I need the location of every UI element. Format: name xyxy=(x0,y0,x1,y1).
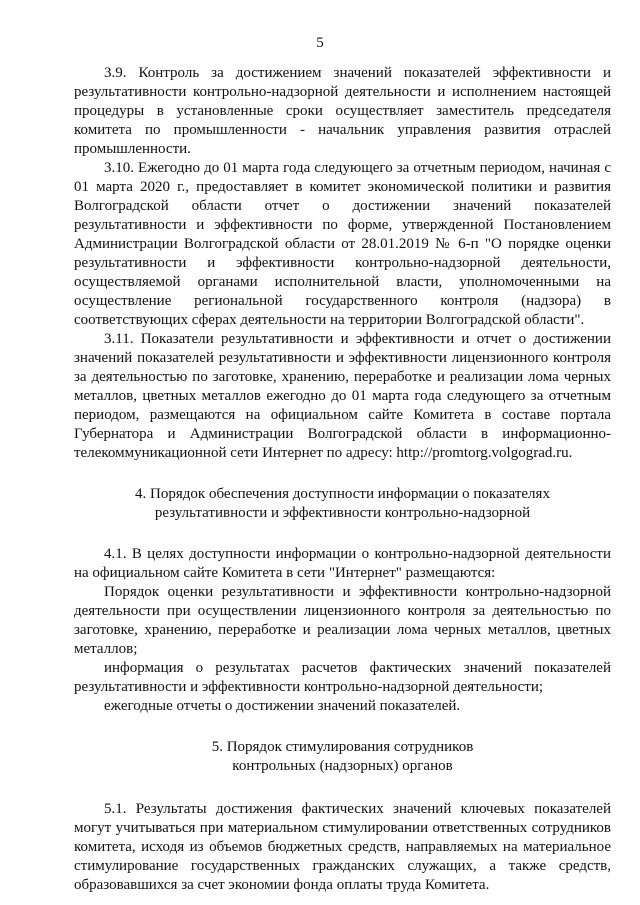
section-4-heading-line-2: результативности и эффективности контрольно-надзорной xyxy=(154,505,531,521)
paragraph-3-10: 3.10. Ежегодно до 01 марта года следующего за отчетным периодом, начиная с 01 марта 2020 г., предоставляет в комитет экономической политики и развития Волгоградской области отчет о достижении значений показателей результативности и эффективности по форме, утвержденной Постановлением Администрации Волгоградской области от 28.01.2019 № 6-п "О порядке оценки результативности и эффективности контрольно-надзорной деятельности, осуществляемой органами исполнительной власти, уполномоченными на осуществление региональной государственного контроля (надзора) в соответствующих сферах деятельности на территории Волгоградской области". xyxy=(74,160,611,328)
list-item-calculations: информация о результатах расчетов фактических значений показателей результативности и эффективности контрольно-надзорной деятельности; xyxy=(74,660,611,695)
section-5-heading-line-2: контрольных (надзорных) органов xyxy=(232,758,453,774)
section-4-heading xyxy=(74,485,611,523)
paragraph-5-1: 5.1. Результаты достижения фактических значений ключевых показателей могут учитываться при материальном стимулировании ответственных сотрудников комитета, исходя из объемов бюджетных средств, направляемых на материальное стимулирование государственных гражданских служащих, а также средств, образовавшихся за счет экономии фонда оплаты труда Комитета. xyxy=(74,801,611,893)
paragraph-4-1: 4.1. В целях доступности информации о контрольно-надзорной деятельности на официальном сайте Комитета в сети "Интернет" размещаются: xyxy=(74,546,611,581)
paragraph-3-11: 3.11. Показатели результативности и эффективности и отчет о достижении значений показателей результативности и эффективности лицензионного контроля за деятельностью по заготовке, хранению, переработке и реализации лома черных металлов, цветных металлов ежегодно до 01 марта года следующего за отчетным периодом, размещаются на официальном сайте Комитета в составе портала Губернатора и Администрации Волгоградской области в информационно-телекоммуникационной сети Интернет по адресу: http://promtorg.volgograd.ru. xyxy=(74,331,611,461)
list-item-annual-reports: ежегодные отчеты о достижении значений показателей. xyxy=(104,698,461,714)
section-5-heading xyxy=(74,738,611,776)
section-5-heading-line-1: 5. Порядок стимулирования сотрудников xyxy=(211,739,474,755)
list-item-procedure: Порядок оценки результативности и эффективности контрольно-надзорной деятельности при осуществлении лицензионного контроля за деятельностью по заготовке, хранению, переработке и реализации лома черных металлов, цветных металлов; xyxy=(74,584,611,657)
page-number: 5 xyxy=(316,35,324,51)
document-body xyxy=(74,64,611,895)
section-4-heading-line-1: 4. Порядок обеспечения доступности информации о показателях xyxy=(135,486,550,502)
paragraph-3-9: 3.9. Контроль за достижением значений показателей эффективности и результативности контрольно-надзорной деятельности и исполнением настоящей процедуры в установленные сроки осуществляет заместитель председателя комитета по промышленности - начальник управления развития отраслей промышленности. xyxy=(74,65,611,157)
